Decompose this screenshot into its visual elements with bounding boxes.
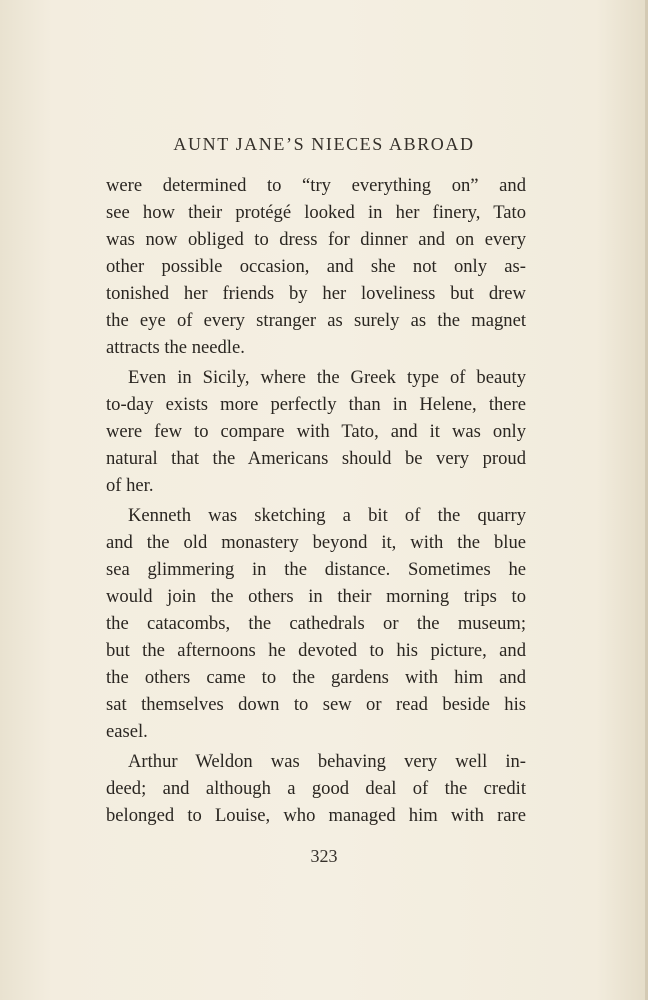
text-line: belonged to Louise, who managed him with rare xyxy=(106,805,526,826)
paragraph xyxy=(106,748,526,829)
text-line: were determined to “try everything on” and xyxy=(106,175,526,196)
text-line: was now obliged to dress for dinner and on every xyxy=(106,229,526,250)
text-line: were few to compare with Tato, and it was only xyxy=(106,421,526,442)
body-text xyxy=(106,172,526,829)
text-line: tonished her friends by her loveliness but drew xyxy=(106,283,526,304)
text-line: see how their protégé looked in her finery, Tato xyxy=(106,202,526,223)
text-line: deed; and although a good deal of the credit xyxy=(106,778,526,799)
text-line: sea glimmering in the distance. Sometimes he xyxy=(106,559,526,580)
text-line: attracts the needle. xyxy=(106,337,245,358)
page-number: 323 xyxy=(310,846,338,866)
text-line: other possible occasion, and she not only as- xyxy=(106,256,526,277)
text-line: Arthur Weldon was behaving very well in- xyxy=(128,751,526,772)
text-line: and the old monastery beyond it, with the blue xyxy=(106,532,526,553)
text-line: would join the others in their morning trips to xyxy=(106,586,526,607)
text-line: Kenneth was sketching a bit of the quarry xyxy=(128,505,526,526)
text-line: the others came to the gardens with him and xyxy=(106,667,526,688)
paragraph xyxy=(106,364,526,499)
running-head: AUNT JANE’S NIECES ABROAD xyxy=(173,134,475,154)
text-line: Even in Sicily, where the Greek type of beauty xyxy=(128,367,526,388)
text-line: to-day exists more perfectly than in Helene, there xyxy=(106,394,526,415)
paragraph xyxy=(106,172,526,361)
text-line: the catacombs, the cathedrals or the museum; xyxy=(106,613,526,634)
text-line: but the afternoons he devoted to his picture, and xyxy=(106,640,526,661)
text-line: natural that the Americans should be very proud xyxy=(106,448,526,469)
text-line: sat themselves down to sew or read beside his xyxy=(106,694,526,715)
text-line: of her. xyxy=(106,475,154,496)
text-line: easel. xyxy=(106,721,148,742)
text-line: the eye of every stranger as surely as the magnet xyxy=(106,310,526,331)
paragraph xyxy=(106,502,526,745)
